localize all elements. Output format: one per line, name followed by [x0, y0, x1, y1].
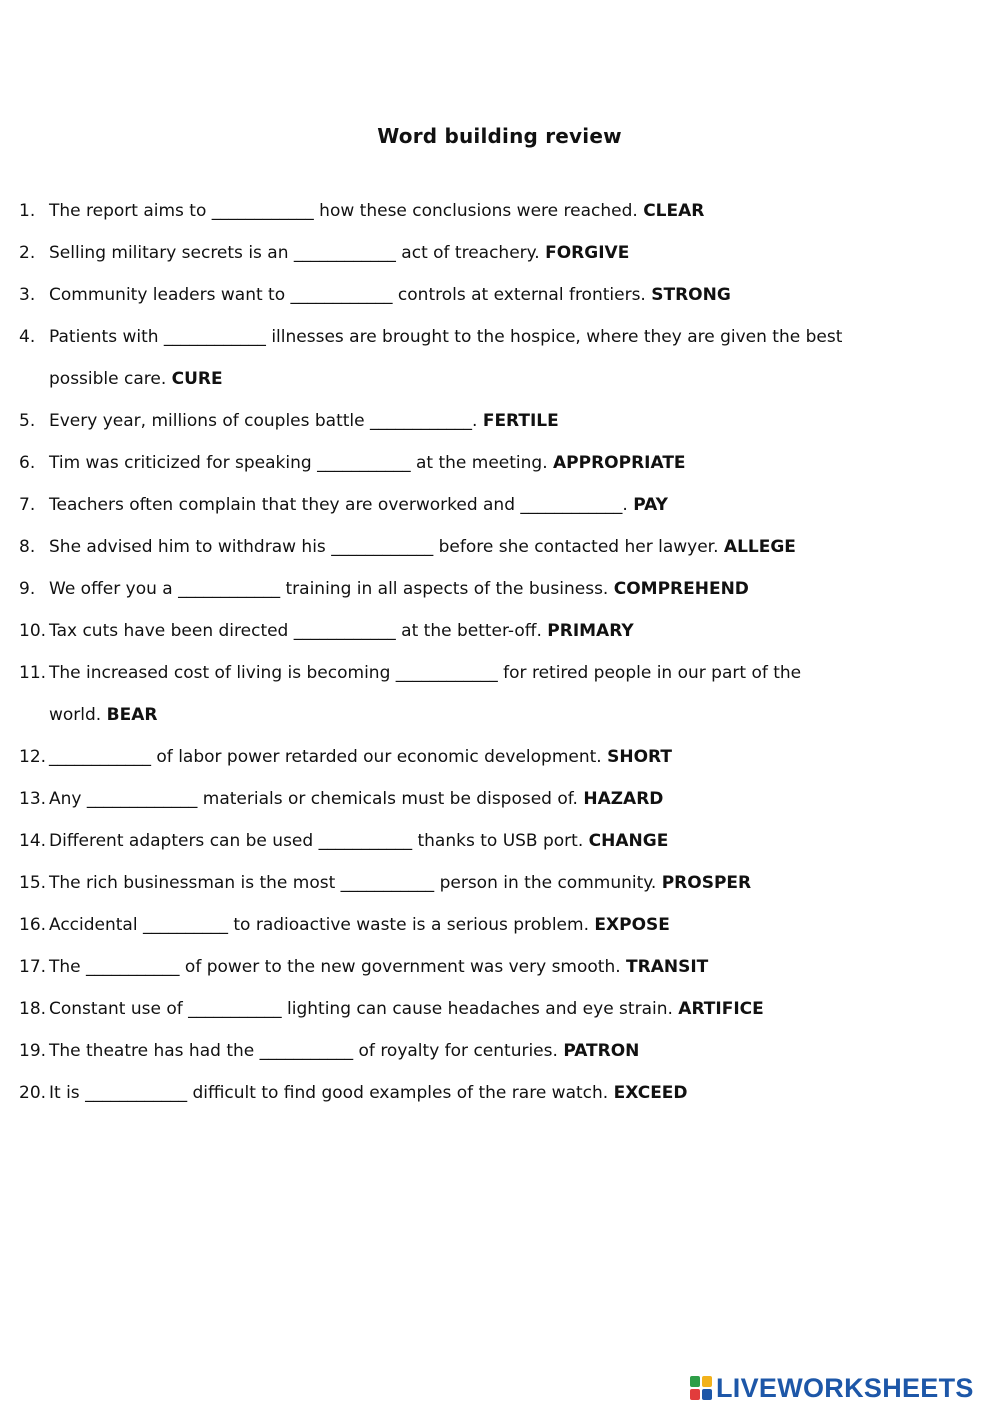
item-sentence [49, 868, 751, 898]
item-sentence-continuation [49, 700, 157, 730]
keyword: EXCEED [613, 1083, 688, 1103]
keyword: PAY [633, 495, 668, 515]
item-number: 14. [19, 831, 47, 851]
keyword: SHORT [607, 747, 672, 767]
item-sentence [49, 826, 668, 856]
sentence-text: The theatre has had the ___________ of royalty for centuries. [49, 1041, 564, 1061]
item-number: 17. [19, 957, 47, 977]
sentence-text: Constant use of ___________ lighting can cause headaches and eye strain. [49, 999, 679, 1019]
keyword: PATRON [563, 1041, 640, 1061]
keyword: PRIMARY [547, 621, 634, 641]
sentence-text: world. [49, 705, 107, 725]
sentence-text: Every year, millions of couples battle ____________. [49, 411, 483, 431]
item-number: 10. [19, 621, 47, 641]
page-title: Word building review [377, 124, 622, 148]
logo-square-yellow [702, 1376, 712, 1387]
sentence-text: ____________ of labor power retarded our economic development. [49, 747, 608, 767]
sentence-text: She advised him to withdraw his ____________ before she contacted her lawyer. [49, 537, 724, 557]
item-sentence [49, 910, 670, 940]
sentence-text: It is ____________ difficult to find good examples of the rare watch. [49, 1083, 614, 1103]
keyword: CHANGE [588, 831, 669, 851]
logo-square-green [690, 1376, 700, 1387]
item-number: 16. [19, 915, 47, 935]
item-number: 1. [19, 201, 36, 221]
item-number: 5. [19, 411, 36, 431]
item-number: 13. [19, 789, 47, 809]
keyword: FORGIVE [545, 243, 630, 263]
item-number: 15. [19, 873, 47, 893]
item-number: 11. [19, 663, 47, 683]
keyword: FERTILE [482, 411, 559, 431]
keyword: ARTIFICE [678, 999, 764, 1019]
keyword: CLEAR [643, 201, 705, 221]
sentence-text: We offer you a ____________ training in all aspects of the business. [49, 579, 614, 599]
item-sentence: The increased cost of living is becoming ____________ for retired people in our part of the [49, 663, 802, 683]
keyword: STRONG [651, 285, 731, 305]
item-sentence [49, 448, 686, 478]
sentence-text: The rich businessman is the most ___________ person in the community. [49, 873, 662, 893]
sentence-text: Tax cuts have been directed ____________ at the better-off. [49, 621, 548, 641]
sentence-text: The report aims to ____________ how these conclusions were reached. [49, 201, 644, 221]
item-sentence [49, 784, 663, 814]
item-number: 7. [19, 495, 36, 515]
item-number: 12. [19, 747, 47, 767]
item-number: 3. [19, 285, 36, 305]
keyword: CURE [171, 369, 223, 389]
item-sentence [49, 616, 634, 646]
keyword: TRANSIT [626, 957, 709, 977]
item-sentence [49, 196, 704, 226]
item-sentence [49, 994, 764, 1024]
logo-square-blue [702, 1389, 712, 1400]
item-sentence: Patients with ____________ illnesses are brought to the hospice, where they are given the best [49, 327, 843, 347]
item-sentence [49, 952, 708, 982]
logo-square-red [690, 1389, 700, 1400]
sentence-text: The ___________ of power to the new government was very smooth. [49, 957, 627, 977]
item-sentence [49, 238, 629, 268]
item-sentence [49, 742, 672, 772]
keyword: ALLEGE [723, 537, 796, 557]
liveworksheets-logo-icon [690, 1376, 712, 1400]
keyword: EXPOSE [594, 915, 670, 935]
keyword: HAZARD [583, 789, 664, 809]
sentence-text: Accidental __________ to radioactive waste is a serious problem. [49, 915, 595, 935]
item-sentence [49, 574, 749, 604]
sentence-text: Different adapters can be used ___________ thanks to USB port. [49, 831, 589, 851]
item-sentence [49, 1036, 639, 1066]
item-sentence [49, 280, 731, 310]
item-number: 6. [19, 453, 36, 473]
item-sentence [49, 490, 668, 520]
liveworksheets-logo-text: LIVEWORKSHEETS [716, 1372, 974, 1403]
item-number: 9. [19, 579, 36, 599]
item-sentence [49, 1078, 688, 1108]
sentence-text: Teachers often complain that they are overworked and ____________. [49, 495, 634, 515]
keyword: PROSPER [661, 873, 752, 893]
item-number: 19. [19, 1041, 47, 1061]
item-sentence [49, 406, 559, 436]
item-number: 4. [19, 327, 36, 347]
keyword: COMPREHEND [613, 579, 749, 599]
item-number: 18. [19, 999, 47, 1019]
item-number: 2. [19, 243, 36, 263]
sentence-text: Community leaders want to ____________ controls at external frontiers. [49, 285, 652, 305]
item-sentence-continuation [49, 364, 223, 394]
sentence-text: Tim was criticized for speaking ___________ at the meeting. [49, 453, 553, 473]
sentence-text: possible care. [49, 369, 172, 389]
keyword: APPROPRIATE [553, 453, 686, 473]
keyword: BEAR [106, 705, 158, 725]
liveworksheets-logo [690, 1372, 990, 1404]
item-number: 20. [19, 1083, 47, 1103]
item-sentence [49, 532, 796, 562]
sentence-text: Selling military secrets is an ____________ act of treachery. [49, 243, 546, 263]
sentence-text: Any _____________ materials or chemicals must be disposed of. [49, 789, 584, 809]
item-number: 8. [19, 537, 36, 557]
